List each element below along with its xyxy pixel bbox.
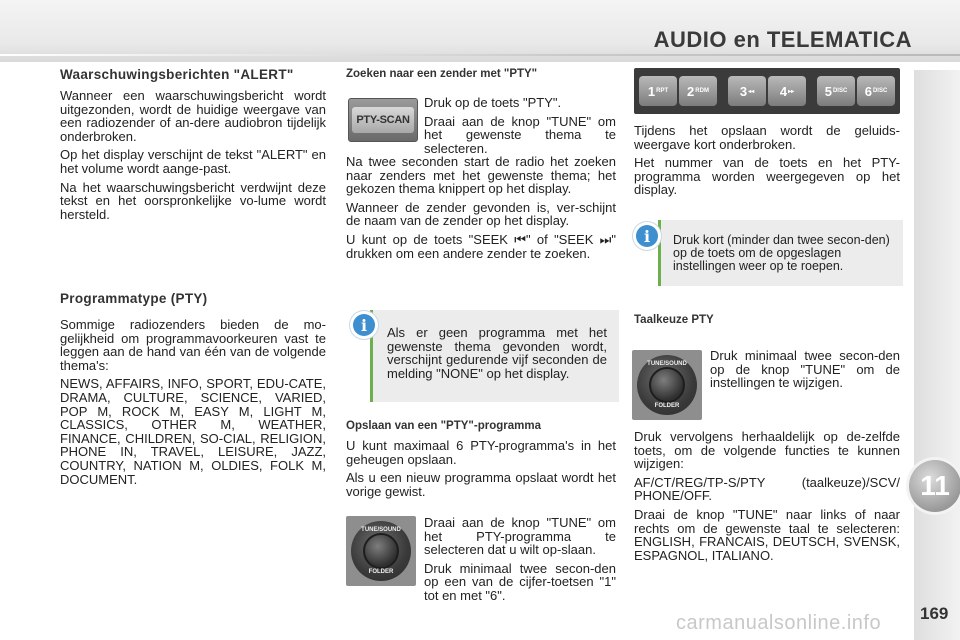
column-left xyxy=(60,68,326,226)
preset-button-2: 2 RDM xyxy=(679,76,717,106)
pty-scan-label: PTY-SCAN xyxy=(352,107,413,133)
header-divider xyxy=(0,54,960,56)
knob-steps xyxy=(424,516,616,608)
info-box-recall xyxy=(658,220,903,286)
language-step xyxy=(710,349,900,395)
page-title: AUDIO en TELEMATICA xyxy=(653,27,912,52)
knob-bottom-label: FOLDER xyxy=(368,569,394,575)
save-paragraph-2: Als u een nieuw programma opslaat wordt het vorige gewist. xyxy=(346,470,616,499)
page-number: 169 xyxy=(920,604,949,623)
tune-knob-image xyxy=(346,516,416,586)
alert-heading: Waarschuwingsberichten "ALERT" xyxy=(60,67,294,82)
save-heading: Opslaan van een "PTY"-programma xyxy=(346,420,541,432)
save-section xyxy=(346,420,616,503)
search-step-1: Druk op de toets "PTY". xyxy=(424,95,562,110)
preset-button-4: 4 ▸▸ xyxy=(768,76,806,106)
search-heading: Zoeken naar een zender met "PTY" xyxy=(346,68,538,80)
pty-heading: Programmatype (PTY) xyxy=(60,291,208,306)
tune-knob-image: TUNE/SOUND FOLDER xyxy=(632,350,702,420)
search-body xyxy=(346,155,616,265)
info-box-recall-text: Druk kort (minder dan twee secon-den) op de toets om de opgeslagen instellingen weer op te roepen. xyxy=(673,233,890,273)
knob-step-1: Draai aan de knop "TUNE" om het PTY-programma te selecteren dat u wilt op-slaan. xyxy=(424,515,616,558)
alert-paragraph-2: Op het display verschijnt de tekst "ALERT" en het volume wordt aange-past. xyxy=(60,147,326,176)
preset-button-5: 5 DISC xyxy=(817,76,855,106)
chapter-badge: 11 xyxy=(909,460,960,512)
side-tab-strip xyxy=(914,70,960,640)
knob-step-2: Druk minimaal twee secon-den op een van de cijfer-toetsen "1" tot en met "6". xyxy=(424,560,616,603)
alert-paragraph-3: Na het waarschuwingsbericht verdwijnt deze tekst en het oorspronkelijke vo-lume wordt hersteld. xyxy=(60,179,326,222)
column-middle xyxy=(346,68,616,87)
knob-top-label: TUNE/SOUND xyxy=(361,527,401,533)
language-body xyxy=(634,430,900,567)
search-paragraph-4: Wanneer de zender gevonden is, ver-schijnt de naam van de zender op het display. xyxy=(346,199,616,229)
column-left-pty xyxy=(60,292,326,491)
alert-paragraph-1: Wanneer een waarschuwingsbericht wordt uitgezonden, wordt de huidige weergave van een radiozender of an-dere audiobron tijdelijk onderbroken. xyxy=(60,88,326,144)
preset-button-6: 6 DISC xyxy=(857,76,895,106)
language-paragraph-1: Druk minimaal twee secon-den op de knop "TUNE" om de instellingen te wijzigen. xyxy=(710,348,900,391)
preset-buttons-image xyxy=(634,68,900,114)
language-paragraph-3: AF/CT/REG/TP-S/PTY (taalkeuze)/SCV/ PHONE/OFF. xyxy=(634,474,900,504)
save-paragraph-1: U kunt maximaal 6 PTY-programma's in het geheugen opslaan. xyxy=(346,438,616,467)
language-heading: Taalkeuze PTY xyxy=(634,314,714,326)
language-paragraph-4: Draai de knop "TUNE" naar links of naar rechts om de gewenste taal te selecteren: ENGLISH, FRANCAIS, DEUTSCH, SVENSK, ESPAGNOL, ITALIANO. xyxy=(634,506,900,563)
search-paragraph-3: Na twee seconden start de radio het zoeken naar zenders met het gewenste thema; het gekozen thema knippert op het display. xyxy=(346,154,616,197)
pty-themes-list: NEWS, AFFAIRS, INFO, SPORT, EDU-CATE, DRAMA, CULTURE, SCIENCE, VARIED, POP M, ROCK M, EASY M, LIGHT M, CLASSICS, OTHER M, WEATHER, FINANCE, CHILDREN, SO-CIAL, RELIGION, PHONE IN, TRAVEL, LEISURE, JAZZ, COUNTRY, NATION M, OLDIES, FOLK M, DOCUMENT. xyxy=(60,376,326,487)
language-paragraph-2: Druk vervolgens herhaaldelijk op de-zelfde toets, om de volgende functies te kunnen wijzigen: xyxy=(634,429,900,472)
store-paragraph-2: Het nummer van de toets en het PTY-programma worden weergegeven op het display. xyxy=(634,155,900,198)
column-right xyxy=(634,124,900,202)
search-steps xyxy=(424,96,616,160)
watermark: carmanualsonline.info xyxy=(676,612,882,634)
info-box-none-text: Als er geen programma met het gewenste thema gevonden wordt, verschijnt gedurende vijf seconden de melding "NONE" op het display. xyxy=(387,325,607,381)
pty-scan-button-image xyxy=(348,98,418,142)
language-section xyxy=(634,314,900,333)
info-icon: i xyxy=(636,225,658,247)
preset-button-1: 1 RPT xyxy=(639,76,677,106)
search-step-2: Draai aan de knop "TUNE" om het gewenste thema te selecteren. xyxy=(424,113,616,156)
info-box-none xyxy=(370,310,619,402)
store-paragraph-1: Tijdens het opslaan wordt de geluids-weergave kort onderbroken. xyxy=(634,123,900,152)
pty-paragraph-1: Sommige radiozenders bieden de mo-gelijkheid om programmavoorkeuren vast te leggen aan de hand van één van de volgende thema's: xyxy=(60,317,326,373)
preset-button-3: 3 ◂◂ xyxy=(728,76,766,106)
info-icon: i xyxy=(353,314,375,336)
search-paragraph-5: U kunt op de toets "SEEK ⏮" of "SEEK ⏭" drukken om een andere zender te zoeken. xyxy=(346,231,616,261)
